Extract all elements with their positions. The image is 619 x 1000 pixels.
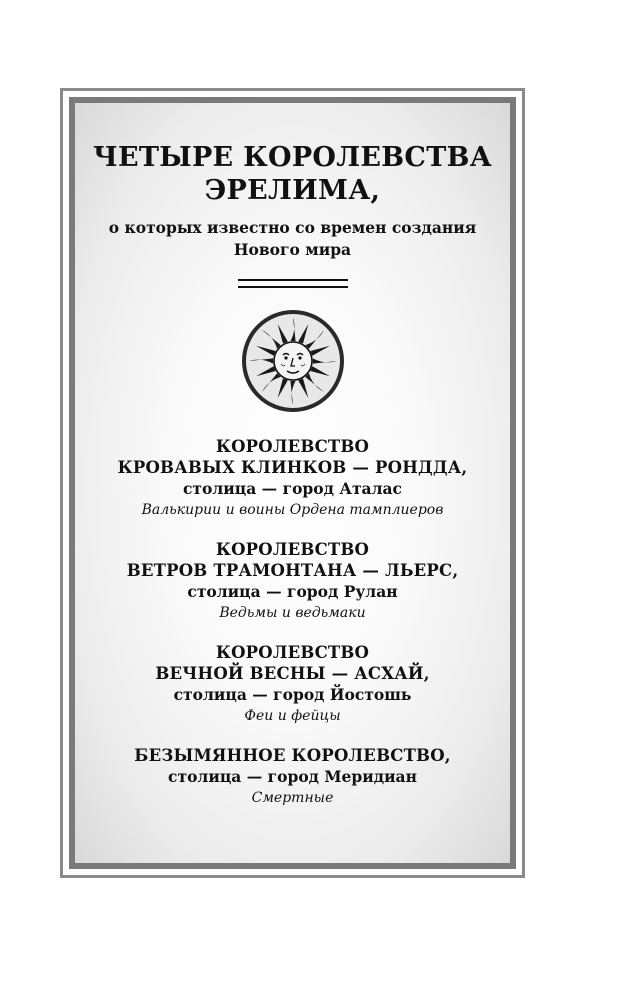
kingdom-block — [75, 539, 510, 624]
kingdom-name: ВЕТРОВ ТРАМОНТАНА — ЛЬЕРС, — [126, 561, 459, 580]
kingdom-capital: столица — город Меридиан — [168, 767, 417, 786]
kingdom-name: КРОВАВЫХ КЛИНКОВ — РОНДДА, — [117, 458, 468, 477]
kingdom-capital: столица — город Йостошь — [173, 685, 412, 704]
subtitle-line-1: о которых известно со времен создания — [108, 218, 477, 237]
kingdom-people: Ведьмы и ведьмаки — [219, 605, 366, 621]
kingdom-label: КОРОЛЕВСТВО — [215, 437, 370, 456]
kingdom-name: БЕЗЫМЯННОЕ КОРОЛЕВСТВО, — [134, 746, 451, 765]
page-title — [75, 141, 510, 207]
kingdom-name: ВЕЧНОЙ ВЕСНЫ — АСХАЙ, — [155, 664, 430, 683]
kingdom-people: Валькирии и воины Ордена тамплиеров — [141, 502, 444, 518]
kingdom-block — [75, 642, 510, 727]
page-subtitle — [75, 217, 510, 261]
kingdom-capital: столица — город Аталас — [182, 479, 402, 498]
sun-face-icon — [240, 308, 346, 414]
kingdom-block — [75, 436, 510, 521]
double-rule-divider — [238, 279, 348, 288]
kingdom-label: КОРОЛЕВСТВО — [215, 643, 370, 662]
title-line-2: ЭРЕЛИМА, — [204, 175, 381, 206]
kingdom-block — [75, 745, 510, 809]
page-frame-outer — [60, 88, 525, 878]
kingdom-label: КОРОЛЕВСТВО — [215, 540, 370, 559]
page-content — [75, 103, 510, 809]
title-line-1: ЧЕТЫРЕ КОРОЛЕВСТВА — [92, 142, 493, 173]
kingdom-people: Феи и фейцы — [244, 708, 341, 724]
kingdom-capital: столица — город Рулан — [187, 582, 398, 601]
subtitle-line-2: Нового мира — [233, 240, 352, 259]
kingdom-people: Смертные — [251, 790, 334, 806]
page-frame-inner — [69, 97, 516, 869]
